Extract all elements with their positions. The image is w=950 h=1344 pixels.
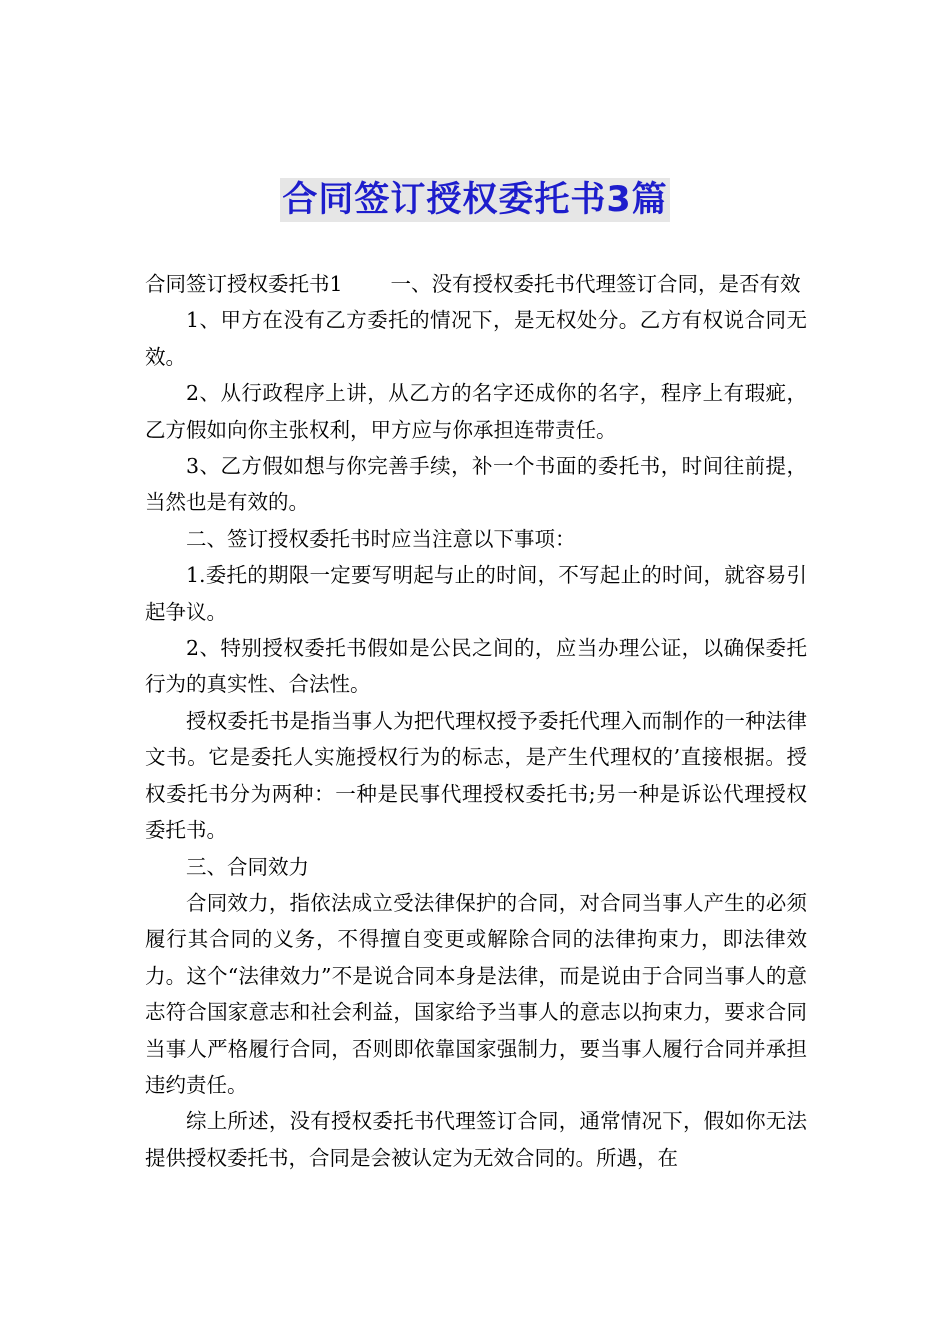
intro-heading: 一、没有授权委托书代理签订合同，是否有效 — [390, 272, 801, 296]
intro-paragraph — [145, 266, 807, 302]
paragraph: 3、乙方假如想与你完善手续，补一个书面的委托书，时间往前提，当然也是有效的。 — [145, 454, 807, 515]
paragraph: 综上所述，没有授权委托书代理签订合同，通常情况下，假如你无法提供授权委托书，合同是会被认定为无效合同的。所遇，在 — [145, 1109, 807, 1170]
paragraph: 2、从行政程序上讲，从乙方的名字还成你的名字，程序上有瑕疵，乙方假如向你主张权利，甲方应与你承担连带责任。 — [145, 381, 807, 442]
paragraph: 2、特别授权委托书假如是公民之间的，应当办理公证，以确保委托行为的真实性、合法性。 — [145, 636, 807, 697]
document-title: 合同签订授权委托书3篇 — [282, 180, 668, 220]
section-heading: 二、签订授权委托书时应当注意以下事项： — [186, 526, 576, 551]
paragraph: 合同效力，指依法成立受法律保护的合同，对合同当事人产生的必须履行其合同的义务，不得擅自变更或解除合同的法律拘束力，即法律效力。这个“法律效力”不是说合同本身是法律，而是说由于合同当事人的意志符合国家意志和社会利益，国家给予当事人的意志以拘束力，要求合同当事人严格履行合同，否则即依靠国家强制力，要当事人履行合同并承担违约责任。 — [145, 890, 807, 1097]
document-body — [145, 266, 807, 1176]
section-heading: 三、合同效力 — [186, 854, 309, 879]
paragraph: 授权委托书是指当事人为把代理权授予委托代理入而制作的一种法律文书。它是委托人实施授权行为的标志，是产生代理权的’直接根据。授权委托书分为两种：一种是民事代理授权委托书;另一种是诉讼代理授权委托书。 — [145, 708, 807, 843]
paragraph: 1.委托的期限一定要写明起与止的时间，不写起止的时间，就容易引起争议。 — [145, 563, 807, 624]
paragraph: 1、甲方在没有乙方委托的情况下，是无权处分。乙方有权说合同无效。 — [145, 308, 807, 369]
intro-label: 合同签订授权委托书1 — [145, 272, 343, 296]
title-container — [0, 178, 950, 222]
